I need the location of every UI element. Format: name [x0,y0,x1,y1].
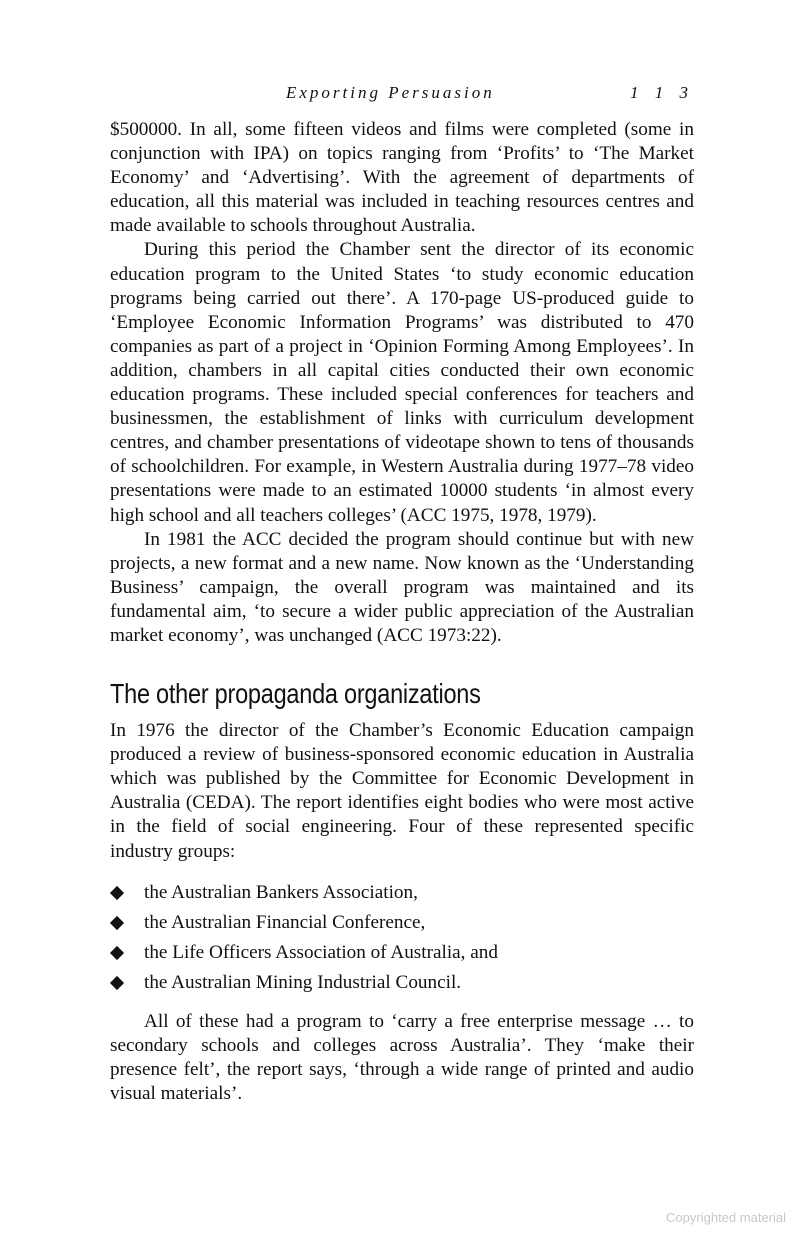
diamond-bullet-icon [110,886,124,900]
copyright-watermark: Copyrighted material [666,1210,786,1225]
list-item-text: the Australian Mining Industrial Council. [144,971,462,993]
industry-groups-list [110,878,694,998]
diamond-bullet-icon [110,916,124,930]
section-intro-paragraph: In 1976 the director of the Chamber’s Economic Education campaign produced a review of business-sponsored economic education in Australia which was published by the Committee for Economic Development in Australia (CEDA). The report identifies eight bodies who were most active in the field of social engineering. Four of these represented specific industry groups: [110,720,694,862]
body-text [110,118,694,1106]
paragraph-understanding-business: In 1981 the ACC decided the program should continue but with new projects, a new format and a new name. Now known as the ‘Understanding Business’ campaign, the overall program was maintained and its fundamental aim, ‘to secure a wider public appreciation of the Australian market economy’, was unchanged (ACC 1973:22). [110,528,694,646]
running-head [110,83,694,107]
list-item-text: the Australian Financial Conference, [144,911,426,933]
list-item-text: the Australian Bankers Association, [144,881,418,903]
section-heading: The other propaganda organizations [110,678,481,710]
page-number: 1 1 3 [630,83,694,102]
running-title: Exporting Persuasion [286,83,495,102]
section-closing-paragraph: All of these had a program to ‘carry a free enterprise message … to secondary schools and colleges across Australia’. They ‘make their presence felt’, the report says, ‘through a wide range of printed and audio visual materials’. [110,1010,694,1104]
diamond-bullet-icon [110,976,124,990]
list-item [110,908,694,938]
paragraph-chamber-director: During this period the Chamber sent the director of its economic education program to the United States ‘to study economic education programs being carried out there’. A 170-page US-produced guide to ‘Employee Economic Information Programs’ was distributed to 470 companies as part of a project in ‘Opinion Forming Among Employees’. In addition, chambers in all capital cities conducted their own economic education programs. These included special conferences for teachers and businessmen, the establishment of links with curriculum development centres, and chamber presentations of videotape shown to tens of thousands of schoolchildren. For example, in Western Australia during 1977–78 video presentations were made to an estimated 10000 students ‘in almost every high school and all teachers colleges’ (ACC 1975, 1978, 1979). [110,239,694,526]
paragraph-continued: $500000. In all, some fifteen videos and films were completed (some in conjunction with IPA) on topics ranging from ‘Profits’ to ‘The Market Economy’ and ‘Advertising’. With the agreement of departments of education, all this material was included in teaching resources centres and made available to schools throughout Australia. [110,119,694,237]
list-item-text: the Life Officers Association of Australia, and [144,941,498,963]
list-item [110,938,694,968]
list-item [110,968,694,998]
list-item [110,878,694,908]
diamond-bullet-icon [110,946,124,960]
